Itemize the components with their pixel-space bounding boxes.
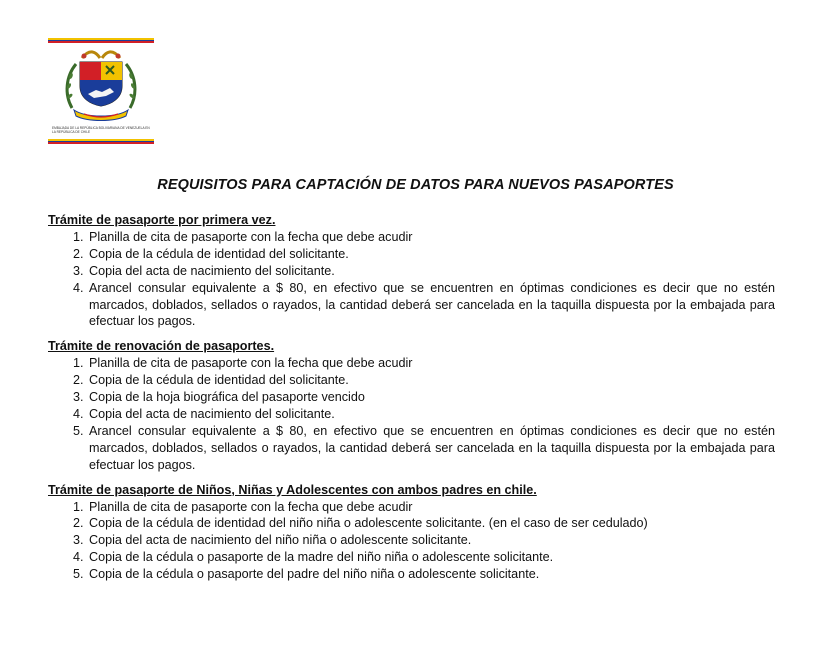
section-heading: Trámite de pasaporte por primera vez.: [48, 213, 276, 227]
list-item: 4. Arancel consular equivalente a $ 80, en efectivo que se encuentren en óptimas condiciones es decir que no estén marcados, doblados, sellados o rayados, la cantidad deberá ser cancelada en la taquilla dispuesta por la embajada para efectuar los pagos.: [87, 280, 775, 331]
section-heading: Trámite de pasaporte de Niños, Niñas y Adolescentes con ambos padres en chile.: [48, 482, 537, 497]
emblem-caption: EMBAJADA DE LA REPÚBLICA BOLIVARIANA DE VENEZUELA EN LA REPÚBLICA DE CHILE: [52, 126, 150, 134]
requirements-list: [48, 229, 775, 330]
requirements-list: [48, 499, 775, 584]
flag-stripes-bottom: [48, 139, 154, 144]
list-item: 2. Copia de la cédula de identidad del solicitante.: [87, 372, 775, 389]
list-item: 3. Copia de la hoja biográfica del pasaporte vencido: [87, 389, 775, 406]
flag-stripes-top: [48, 38, 154, 43]
document-title: REQUISITOS PARA CAPTACIÓN DE DATOS PARA NUEVOS PASAPORTES: [157, 177, 674, 193]
list-item: 1. Planilla de cita de pasaporte con la fecha que debe acudir: [87, 355, 775, 372]
coat-of-arms-icon: [62, 46, 140, 126]
list-item: 4. Copia del acta de nacimiento del solicitante.: [87, 406, 775, 423]
list-item: 3. Copia del acta de nacimiento del solicitante.: [87, 263, 775, 280]
list-item: 5. Copia de la cédula o pasaporte del padre del niño niña o adolescente solicitante.: [87, 566, 775, 583]
list-item: 1. Planilla de cita de pasaporte con la fecha que debe acudir: [87, 229, 775, 246]
list-item: 2. Copia de la cédula de identidad del niño niña o adolescente solicitante. (en el caso de ser cedulado): [87, 515, 775, 532]
list-item: 4. Copia de la cédula o pasaporte de la madre del niño niña o adolescente solicitante.: [87, 549, 775, 566]
section-first-time: [48, 212, 775, 330]
requirements-content: [48, 212, 775, 591]
letterhead-emblem: [48, 38, 154, 146]
list-item: 3. Copia del acta de nacimiento del niño niña o adolescente solicitante.: [87, 532, 775, 549]
section-heading: Trámite de renovación de pasaportes.: [48, 339, 275, 354]
requirements-list: [48, 355, 775, 473]
list-item: 5. Arancel consular equivalente a $ 80, en efectivo que se encuentren en óptimas condiciones es decir que no estén marcados, doblados, sellados o rayados, la cantidad deberá ser cancelada en la taquilla dispuesta por la embajada para efectuar los pagos.: [87, 423, 775, 474]
list-item: 1. Planilla de cita de pasaporte con la fecha que debe acudir: [87, 499, 775, 516]
list-item: 2. Copia de la cédula de identidad del solicitante.: [87, 246, 775, 263]
section-minors: [48, 482, 775, 583]
section-renewal: [48, 338, 775, 473]
